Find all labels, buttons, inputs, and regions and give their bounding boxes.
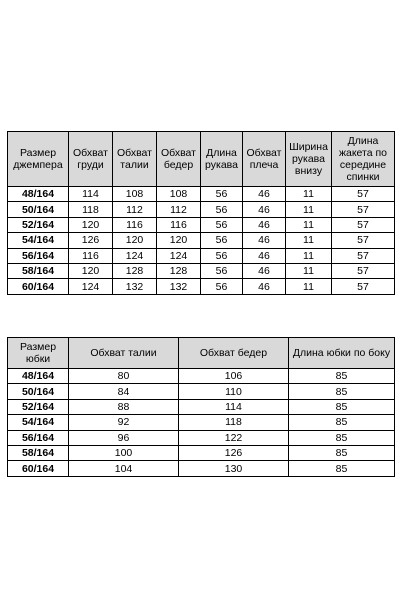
table-cell: 116 [157, 217, 201, 232]
skirt-header-side-length: Длина юбки по боку [289, 338, 395, 369]
skirt-header-size: Размер юбки [8, 338, 69, 369]
table-cell: 126 [179, 445, 289, 460]
size-cell: 50/164 [8, 384, 69, 399]
table-cell: 11 [286, 187, 332, 202]
jumper-header-shoulder: Обхват плеча [243, 132, 286, 187]
table-row [8, 445, 395, 460]
size-cell: 58/164 [8, 263, 69, 278]
table-cell: 104 [69, 461, 179, 476]
table-cell: 85 [289, 415, 395, 430]
table-cell: 112 [157, 202, 201, 217]
table-cell: 46 [243, 187, 286, 202]
table-cell: 57 [332, 248, 395, 263]
size-cell: 60/164 [8, 279, 69, 294]
table-row [8, 384, 395, 399]
table-cell: 116 [113, 217, 157, 232]
table-cell: 80 [69, 369, 179, 384]
jumper-header-sleeve-width: Ширина рукава внизу [286, 132, 332, 187]
table-row [8, 430, 395, 445]
table-cell: 85 [289, 384, 395, 399]
table-cell: 88 [69, 399, 179, 414]
size-cell: 56/164 [8, 430, 69, 445]
table-row [8, 461, 395, 476]
skirt-header-hips: Обхват бедер [179, 338, 289, 369]
table-cell: 106 [179, 369, 289, 384]
size-cell: 50/164 [8, 202, 69, 217]
table-cell: 56 [201, 263, 243, 278]
table-cell: 11 [286, 202, 332, 217]
table-cell: 56 [201, 279, 243, 294]
table-cell: 114 [179, 399, 289, 414]
table-cell: 56 [201, 187, 243, 202]
skirt-size-table [7, 337, 395, 477]
table-cell: 130 [179, 461, 289, 476]
jumper-header-row [8, 132, 395, 187]
table-cell: 118 [69, 202, 113, 217]
table-cell: 56 [201, 248, 243, 263]
table-cell: 120 [113, 233, 157, 248]
table-cell: 57 [332, 202, 395, 217]
table-cell: 46 [243, 248, 286, 263]
table-cell: 110 [179, 384, 289, 399]
table-cell: 57 [332, 279, 395, 294]
table-cell: 132 [113, 279, 157, 294]
skirt-header-waist: Обхват талии [69, 338, 179, 369]
table-row [8, 233, 395, 248]
jumper-header-size: Размер джемпера [8, 132, 69, 187]
table-cell: 108 [113, 187, 157, 202]
table-cell: 56 [201, 202, 243, 217]
table-cell: 57 [332, 263, 395, 278]
size-cell: 60/164 [8, 461, 69, 476]
size-cell: 58/164 [8, 445, 69, 460]
table-cell: 120 [157, 233, 201, 248]
table-row [8, 263, 395, 278]
size-cell: 54/164 [8, 233, 69, 248]
table-cell: 11 [286, 217, 332, 232]
table-cell: 84 [69, 384, 179, 399]
size-cell: 48/164 [8, 369, 69, 384]
table-row [8, 248, 395, 263]
jumper-header-chest: Обхват груди [69, 132, 113, 187]
table-cell: 124 [69, 279, 113, 294]
table-cell: 108 [157, 187, 201, 202]
skirt-header-row [8, 338, 395, 369]
table-cell: 126 [69, 233, 113, 248]
table-cell: 124 [157, 248, 201, 263]
table-cell: 85 [289, 430, 395, 445]
table-row [8, 399, 395, 414]
table-cell: 120 [69, 263, 113, 278]
table-cell: 124 [113, 248, 157, 263]
table-row [8, 187, 395, 202]
table-cell: 132 [157, 279, 201, 294]
table-cell: 46 [243, 202, 286, 217]
table-cell: 85 [289, 445, 395, 460]
table-cell: 120 [69, 217, 113, 232]
table-cell: 100 [69, 445, 179, 460]
table-row [8, 369, 395, 384]
table-cell: 11 [286, 248, 332, 263]
table-cell: 128 [113, 263, 157, 278]
table-cell: 46 [243, 279, 286, 294]
table-cell: 57 [332, 187, 395, 202]
table-cell: 11 [286, 279, 332, 294]
table-cell: 46 [243, 233, 286, 248]
size-cell: 48/164 [8, 187, 69, 202]
table-cell: 96 [69, 430, 179, 445]
size-cell: 56/164 [8, 248, 69, 263]
table-cell: 116 [69, 248, 113, 263]
table-row [8, 217, 395, 232]
table-row [8, 279, 395, 294]
table-cell: 57 [332, 217, 395, 232]
table-row [8, 415, 395, 430]
jumper-header-back-length: Длина жакета по середине спинки [332, 132, 395, 187]
table-cell: 56 [201, 233, 243, 248]
table-row [8, 202, 395, 217]
jumper-header-hips: Обхват бедер [157, 132, 201, 187]
table-cell: 85 [289, 461, 395, 476]
jumper-header-sleeve-length: Длина рукава [201, 132, 243, 187]
jumper-size-table [7, 131, 395, 295]
table-cell: 56 [201, 217, 243, 232]
table-cell: 46 [243, 217, 286, 232]
table-cell: 57 [332, 233, 395, 248]
table-cell: 114 [69, 187, 113, 202]
table-cell: 128 [157, 263, 201, 278]
table-cell: 85 [289, 399, 395, 414]
table-cell: 11 [286, 263, 332, 278]
size-cell: 52/164 [8, 217, 69, 232]
table-cell: 11 [286, 233, 332, 248]
table-cell: 85 [289, 369, 395, 384]
size-cell: 54/164 [8, 415, 69, 430]
size-cell: 52/164 [8, 399, 69, 414]
table-cell: 112 [113, 202, 157, 217]
jumper-header-waist: Обхват талии [113, 132, 157, 187]
table-cell: 122 [179, 430, 289, 445]
table-cell: 92 [69, 415, 179, 430]
table-cell: 46 [243, 263, 286, 278]
table-cell: 118 [179, 415, 289, 430]
